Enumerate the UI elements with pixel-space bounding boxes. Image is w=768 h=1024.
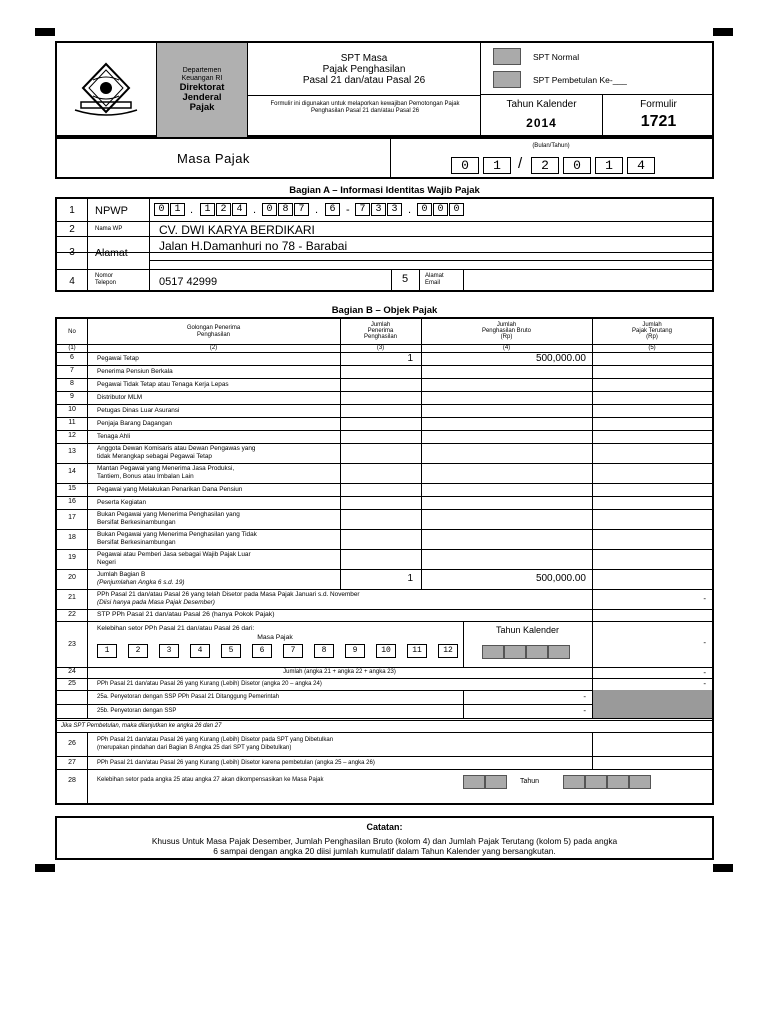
masa-digit[interactable]: 1 [595,157,623,174]
npwp-digit[interactable]: 1 [200,203,215,216]
col-header-jpp: Penghasilan [363,334,398,340]
tahun-label-28: Tahun [520,778,540,785]
npwp-digit[interactable]: 6 [325,203,340,216]
part-b-table [55,317,714,805]
col-divider [87,732,88,803]
penghasilan-bruto-cell[interactable] [421,549,592,569]
jumlah-penerima-cell[interactable] [340,529,421,549]
catatan-box [55,816,714,860]
pajak-terutang-cell[interactable] [592,569,712,589]
telp-label: Nomor [95,273,114,279]
col-header-jpt: Pajak Terutang [632,328,672,334]
pajak-terutang-cell[interactable] [592,483,712,496]
pajak-terutang-value: - [703,679,706,688]
jumlah-penerima-cell[interactable] [340,391,421,404]
col-header-jpb: Penghasilan Bruto [481,328,532,334]
alamat-label: Alamat [95,247,128,259]
penghasilan-bruto-cell[interactable] [421,417,592,430]
row-label: Mantan Pegawai yang Menerima Jasa Produksi, [97,465,235,472]
tahun-kompensasi-box[interactable] [585,775,607,789]
spt-title-line: SPT Masa [340,53,388,64]
email-label: Alamat [425,273,444,279]
row-divider [57,609,712,610]
month-checkbox[interactable]: 1 [97,644,117,658]
npwp-digit[interactable]: 7 [294,203,309,216]
tahun-digit-box[interactable] [504,645,526,659]
col-num: (3) [376,345,385,351]
row-label: 25a. Penyetoran dengan SSP PPh Pasal 21 Ditanggung Pemerintah [97,694,280,700]
npwp-digit[interactable]: 3 [387,203,402,216]
masa-pajak-label: Masa Pajak [257,634,293,641]
row-label: Pegawai Tetap [97,354,139,362]
nama-label: Nama WP [95,226,123,232]
masa-label: Masa Pajak [177,151,250,166]
col-divider [592,589,593,690]
value-25b: - [583,706,586,715]
masa-digit[interactable]: 4 [627,157,655,174]
row-number: 21 [68,594,76,601]
registration-mark [713,28,733,36]
col-divider [340,319,341,589]
spt-type-cell [481,43,714,95]
telp-label: Telepon [95,280,117,286]
note-label: Jika SPT Pembetulan, maka dilanjutkan ke angka 26 dan 27 [61,723,222,729]
row-label: (Diisi hanya pada Masa Pajak Desember) [97,599,215,606]
month-checkbox[interactable]: 12 [438,644,458,658]
alamat-value[interactable]: Jalan H.Damanhuri no 78 - Barabai [159,239,348,253]
col-divider [592,319,593,589]
tahun-kompensasi-box[interactable] [563,775,585,789]
dir-line: Pajak [189,102,215,113]
col-num: (2) [209,345,218,351]
month-checkbox[interactable]: 11 [407,644,427,658]
col-header-jpb: Jumlah [496,322,517,328]
month-checkbox[interactable]: 6 [252,644,272,658]
pajak-terutang-value: - [703,668,706,677]
spt-normal-checkbox[interactable] [493,48,521,65]
penghasilan-bruto-cell[interactable] [421,509,592,529]
registration-mark [35,864,55,872]
row-number: 13 [68,448,76,455]
col-header-jpt: (Rp) [646,334,658,340]
row-number: 14 [68,468,76,475]
col-num: (1) [68,345,76,351]
email-field[interactable] [463,269,464,290]
row-label: Distributor MLM [97,393,143,401]
row-label: Bersifat Berkesinambungan [97,539,176,546]
jumlah-penerima-value: 1 [407,352,413,364]
jumlah-penerima-cell[interactable] [340,549,421,569]
part-a-title: Bagian A – Informasi Identitas Wajib Pajak [289,185,480,196]
pajak-terutang-cell[interactable] [592,430,712,443]
jumlah-penerima-cell[interactable] [340,365,421,378]
col-divider [421,319,422,589]
col-divider [592,690,593,718]
row-divider [57,720,712,721]
telp-no: 4 [69,276,75,287]
part-a-table: 1 NPWP 0 1 . 1 2 4 . 0 8 7 . 6 - 7 3 3 . 0 0 0 2 Nama WP CV. DWI KARYA BERDIKARI 3 Alamat Jalan H.Damanhuri no 78 - Barabai 4 Nomor Telepon 0517 42999 5 Alamat Email [55,197,714,292]
npwp-digit[interactable]: 2 [216,203,231,216]
row-label: PPh Pasal 21 dan/atau Pasal 26 yang Kurang (Lebih) Disetor pada SPT yang Dibetulkan [97,737,334,743]
npwp-no: 1 [69,205,75,216]
bulan-tahun-label: (Bulan/Tahun) [532,143,570,149]
col-divider [87,319,88,589]
col-num: (4) [502,345,511,351]
dir-line: Direktorat [179,82,225,93]
jumlah-penerima-cell[interactable] [340,417,421,430]
month-checkbox[interactable]: 5 [221,644,241,658]
row-number: 15 [68,484,76,492]
row-label: Tenaga Ahli [97,432,131,440]
col-divider [592,732,593,769]
masa-kompensasi-box[interactable] [485,775,507,789]
dept-cell [157,43,248,137]
row-label: Pegawai Tidak Tetap atau Tenaga Kerja Lepas [97,380,229,388]
masa-kompensasi-box[interactable] [463,775,485,789]
col-header-jpt: Jumlah [642,322,662,328]
nama-value[interactable]: CV. DWI KARYA BERDIKARI [159,223,315,237]
tahun-digit-box[interactable] [526,645,548,659]
month-checkbox[interactable]: 2 [128,644,148,658]
npwp-digit[interactable]: 0 [433,203,448,216]
penghasilan-bruto-cell[interactable] [421,529,592,549]
row-divider [57,769,712,770]
row-number: 16 [68,497,76,505]
col-header-jpp: Jumlah [370,322,391,328]
catatan-title: Catatan: [366,822,403,832]
pajak-terutang-cell[interactable] [592,365,712,378]
jumlah-penerima-cell[interactable] [340,443,421,463]
jumlah-penerima-cell[interactable] [340,463,421,483]
month-checkbox[interactable]: 3 [159,644,179,658]
col-header-gol: Penghasilan [196,332,231,338]
email-no: 5 [401,273,409,285]
row-number: 7 [70,366,74,374]
slash: / [518,155,523,172]
row-label: Jumlah Bagian B [97,571,146,578]
tahun-kalender-label: Tahun Kalender [495,625,560,635]
row-number: 22 [68,611,76,618]
col-header-jpp: Penerima [367,328,394,334]
pajak-terutang-cell[interactable] [592,549,712,569]
spt-note: Formulir ini digunakan untuk melaporkan kewajiban Pemotongan Pajak Penghasilan Pasal 21 dan/atau Pasal 26 [270,101,460,114]
row-label: Anggota Dewan Komisaris atau Dewan Pengawas yang [97,445,256,452]
nama-no: 2 [69,224,75,235]
pajak-terutang-cell[interactable] [592,417,712,430]
row-label: Petugas Dinas Luar Asuransi [97,406,180,414]
row-divider [57,718,712,719]
row-label: Tantiem, Bonus atau Imbalan Lain [97,473,194,480]
pajak-terutang-cell[interactable] [592,509,712,529]
pajak-terutang-cell[interactable] [592,352,712,365]
jumlah-penerima-cell[interactable] [340,483,421,496]
catatan-line: 6 sampai dengan angka 20 diisi jumlah kumulatif dalam Tahun Kalender yang bersangkutan. [213,846,556,856]
row-number: 10 [68,405,76,413]
part-b-title: Bagian B – Objek Pajak [331,305,438,316]
col-divider [463,690,464,718]
row-number: 26 [68,740,76,747]
row-label: Pegawai yang Melakukan Penarikan Dana Pensiun [97,485,243,493]
jumlah-penerima-cell[interactable] [340,430,421,443]
row-number: 23 [68,641,76,648]
jumlah-penerima-cell[interactable] [340,496,421,509]
penghasilan-bruto-cell[interactable] [421,430,592,443]
row-divider [57,589,712,590]
row-label: Bukan Pegawai yang Menerima Penghasilan yang Tidak [97,531,257,538]
tahun-cell [481,95,603,137]
gray-cell [592,704,712,718]
spt-pembetulan-label: SPT Pembetulan Ke-___ [533,75,627,85]
col-header-no: No [68,329,76,335]
spt-normal-label: SPT Normal [533,52,580,62]
penghasilan-bruto-cell[interactable] [421,443,592,463]
row-label: PPh Pasal 21 dan/atau Pasal 26 yang Kurang (Lebih) Disetor karena pembetulan (angka 25 – angka 26) [97,760,375,766]
value-25a: - [583,692,586,701]
email-label: Email [425,280,441,286]
npwp-digit[interactable]: 8 [278,203,293,216]
pajak-terutang-cell[interactable] [592,463,712,483]
jumlah-penerima-cell[interactable] [340,378,421,391]
penghasilan-bruto-cell[interactable] [421,391,592,404]
tahun-value: 2014 [526,116,557,130]
month-checkbox[interactable]: 9 [345,644,365,658]
telp-value[interactable]: 0517 42999 [159,276,218,288]
formulir-value: 1721 [640,113,677,130]
tahun-digit-box[interactable] [482,645,504,659]
row-label: Peserta Kegiatan [97,498,147,506]
month-checkbox[interactable]: 8 [314,644,334,658]
jumlah-penerima-cell[interactable] [340,404,421,417]
row-label: STP PPh Pasal 21 dan/atau Pasal 26 (hanya Pokok Pajak) [97,611,275,618]
row-label: Jumlah (angka 21 + angka 22 + angka 23) [283,669,396,675]
month-checkbox[interactable]: 7 [283,644,303,658]
row-number: 8 [70,379,74,387]
registration-mark [35,28,55,36]
npwp-digit[interactable]: 3 [371,203,386,216]
col-header-jpb: (Rp) [500,334,513,340]
pajak-terutang-value: - [703,594,706,603]
penghasilan-bruto-cell[interactable] [421,365,592,378]
col-header-gol: Golongan Penerima [186,325,241,331]
dept-line: Departemen [182,67,222,74]
row-number: 6 [70,353,74,361]
row-label: 25b. Penyetoran dengan SSP [97,708,177,714]
penghasilan-bruto-cell[interactable] [421,463,592,483]
npwp-digit[interactable]: 4 [232,203,247,216]
row-number: 17 [68,514,76,521]
col-divider [87,690,88,718]
tahun-label: Tahun Kalender [506,99,577,110]
row-label: Penerima Pensiun Berkala [97,367,173,375]
row-label: Negeri [97,559,116,566]
month-checkbox[interactable]: 10 [376,644,396,658]
pajak-terutang-cell[interactable] [592,404,712,417]
spt-pembetulan-checkbox[interactable] [493,71,521,88]
tahun-digit-box[interactable] [548,645,570,659]
pajak-terutang-cell[interactable] [592,529,712,549]
catatan-line: Khusus Untuk Masa Pajak Desember, Jumlah Penghasilan Bruto (kolom 4) dan Jumlah Pajak Terutang (kolom 5) pada angka [151,836,618,846]
row-label: tidak Merangkap sebagai Pegawai Tetap [97,453,212,460]
row-divider [57,732,712,733]
tahun-kompensasi-box[interactable] [629,775,651,789]
row-label: Bukan Pegawai yang Menerima Penghasilan yang [97,511,240,518]
row-divider [57,756,712,757]
masa-pajak-row [55,137,714,179]
dir-line: Jenderal [182,92,222,103]
form-header [55,41,714,137]
month-checkbox[interactable]: 4 [190,644,210,658]
row-number: 20 [68,574,76,581]
spt-title-cell [248,43,481,137]
penghasilan-bruto-cell[interactable] [421,404,592,417]
jumlah-penerima-cell[interactable] [340,509,421,529]
npwp-digit[interactable]: 0 [417,203,432,216]
spt-title-line: Pajak Penghasilan [322,64,406,75]
npwp-digit[interactable]: 0 [449,203,464,216]
row-number: 11 [68,418,76,426]
ministry-logo-icon [71,60,141,120]
penghasilan-bruto-cell[interactable] [421,496,592,509]
penghasilan-bruto-cell[interactable] [421,483,592,496]
row-label: Pegawai atau Pemberi Jasa sebagai Wajib Pajak Luar [97,551,251,558]
logo-cell [57,43,157,137]
masa-digit[interactable]: 0 [563,157,591,174]
row-number: 25 [68,680,76,687]
jumlah-penerima-value: 1 [407,573,413,584]
col-divider [87,589,88,690]
npwp-digit[interactable]: 7 [355,203,370,216]
npwp-digit[interactable]: 0 [262,203,277,216]
pajak-terutang-cell[interactable] [592,496,712,509]
row-number: 19 [68,554,76,561]
penghasilan-bruto-cell[interactable] [421,378,592,391]
pajak-terutang-cell[interactable] [592,391,712,404]
gray-cell [592,690,712,704]
penghasilan-bruto-value: 500,000.00 [535,352,586,364]
formulir-cell [603,95,714,137]
row-number: 27 [68,759,76,766]
row-label: Penjaja Barang Dagangan [97,419,172,427]
row-divider [57,621,712,622]
row-label: Kelebihan setor PPh Pasal 21 dan/atau Pasal 26 dari: [97,625,255,632]
masa-digit[interactable]: 1 [483,157,511,174]
pajak-terutang-cell[interactable] [592,443,712,463]
row-label: Kelebihan setor pada angka 25 atau angka 27 akan dikompensasikan ke Masa Pajak [97,777,324,783]
row-label: (Penjumlahan Angka 6 s.d. 19) [97,579,185,586]
spt-title-line: Pasal 21 dan/atau Pasal 26 [302,75,426,86]
row-number: 12 [68,431,76,439]
alamat-no: 3 [69,247,75,258]
row-label: PPh Pasal 21 dan/atau Pasal 26 yang Kurang (Lebih) Disetor (angka 20 – angka 24) [97,681,322,687]
row-label: Bersifat Berkesinambungan [97,519,176,526]
formulir-label: Formulir [640,99,677,110]
masa-digit[interactable]: 0 [451,157,479,174]
row-number: 28 [68,777,76,784]
row-number: 24 [68,668,76,675]
registration-mark [713,864,733,872]
row-label: (merupakan pindahan dari Bagian B Angka 25 dari SPT yang Dibetulkan) [97,745,292,751]
col-num: (5) [648,345,656,351]
penghasilan-bruto-value: 500,000.00 [535,573,586,584]
tahun-kompensasi-box[interactable] [607,775,629,789]
row-number: 9 [70,392,74,400]
npwp-digit[interactable]: 1 [170,203,185,216]
dept-line: Keuangan RI [181,75,223,82]
masa-digit[interactable]: 2 [531,157,559,174]
npwp-label: NPWP [95,205,128,217]
pajak-terutang-cell[interactable] [592,378,712,391]
row-label: PPh Pasal 21 dan/atau Pasal 26 yang telah Disetor pada Masa Pajak Januari s.d. November [97,591,360,598]
pajak-terutang-value: - [703,638,706,647]
npwp-digit[interactable]: 0 [154,203,169,216]
row-number: 18 [68,534,76,541]
